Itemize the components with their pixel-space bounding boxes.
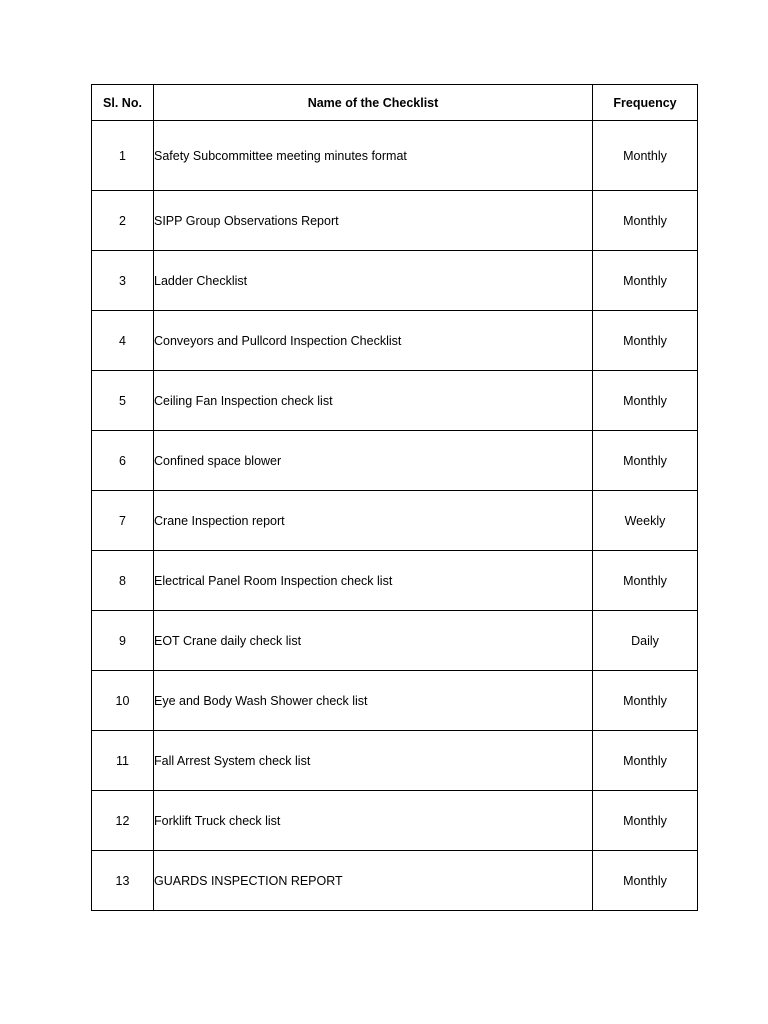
row-checklist-name: Electrical Panel Room Inspection check list (154, 551, 593, 611)
row-checklist-name: SIPP Group Observations Report (154, 191, 593, 251)
row-sl-no: 10 (92, 671, 154, 731)
row-frequency: Monthly (593, 671, 698, 731)
row-frequency: Monthly (593, 371, 698, 431)
table-row (92, 731, 698, 791)
header-sl-no: Sl. No. (92, 85, 154, 121)
row-checklist-name: Eye and Body Wash Shower check list (154, 671, 593, 731)
table-row (92, 491, 698, 551)
table-row (92, 251, 698, 311)
table-row (92, 431, 698, 491)
row-sl-no: 7 (92, 491, 154, 551)
row-checklist-name: Ladder Checklist (154, 251, 593, 311)
row-checklist-name: Ceiling Fan Inspection check list (154, 371, 593, 431)
row-sl-no: 6 (92, 431, 154, 491)
row-sl-no: 13 (92, 851, 154, 911)
row-sl-no: 9 (92, 611, 154, 671)
row-checklist-name: Crane Inspection report (154, 491, 593, 551)
row-frequency: Monthly (593, 191, 698, 251)
row-frequency: Monthly (593, 251, 698, 311)
row-checklist-name: Confined space blower (154, 431, 593, 491)
row-checklist-name: Safety Subcommittee meeting minutes format (154, 121, 593, 191)
row-frequency: Monthly (593, 551, 698, 611)
row-checklist-name: Conveyors and Pullcord Inspection Checklist (154, 311, 593, 371)
table-row (92, 551, 698, 611)
header-checklist-name: Name of the Checklist (154, 85, 593, 121)
row-sl-no: 5 (92, 371, 154, 431)
row-frequency: Daily (593, 611, 698, 671)
table-row (92, 371, 698, 431)
table-row (92, 671, 698, 731)
row-sl-no: 1 (92, 121, 154, 191)
row-checklist-name: GUARDS INSPECTION REPORT (154, 851, 593, 911)
header-frequency: Frequency (593, 85, 698, 121)
table-row (92, 121, 698, 191)
table-row (92, 191, 698, 251)
row-frequency: Weekly (593, 491, 698, 551)
row-sl-no: 4 (92, 311, 154, 371)
row-frequency: Monthly (593, 121, 698, 191)
row-frequency: Monthly (593, 311, 698, 371)
checklist-table (91, 84, 698, 911)
table-row (92, 311, 698, 371)
row-sl-no: 2 (92, 191, 154, 251)
table-row (92, 791, 698, 851)
table-row (92, 851, 698, 911)
table-header-row (92, 85, 698, 121)
row-frequency: Monthly (593, 851, 698, 911)
row-frequency: Monthly (593, 731, 698, 791)
row-sl-no: 3 (92, 251, 154, 311)
row-frequency: Monthly (593, 431, 698, 491)
row-frequency: Monthly (593, 791, 698, 851)
row-checklist-name: EOT Crane daily check list (154, 611, 593, 671)
row-sl-no: 8 (92, 551, 154, 611)
row-sl-no: 12 (92, 791, 154, 851)
row-checklist-name: Forklift Truck check list (154, 791, 593, 851)
row-sl-no: 11 (92, 731, 154, 791)
table-row (92, 611, 698, 671)
row-checklist-name: Fall Arrest System check list (154, 731, 593, 791)
